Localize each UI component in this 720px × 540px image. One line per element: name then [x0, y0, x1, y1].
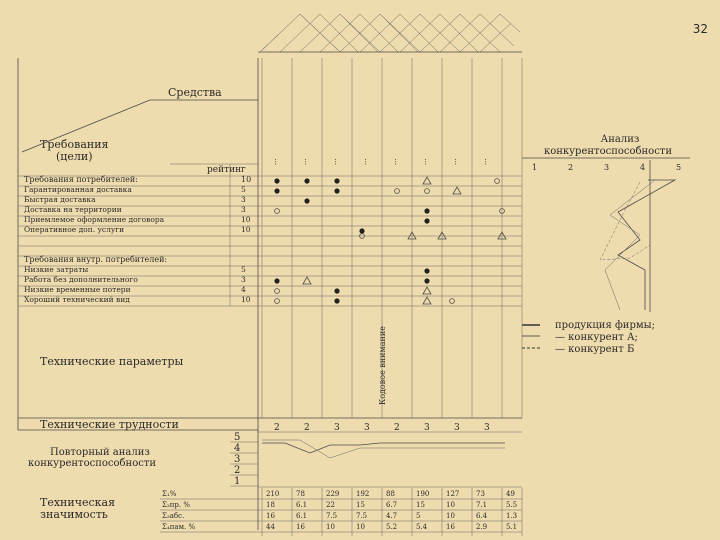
requirement-label: Оперативное доп. услуги	[24, 225, 125, 234]
requirement-rating: 10	[241, 225, 251, 234]
significance-value: 73	[476, 490, 485, 498]
difficulty-value: 3	[334, 423, 340, 433]
competitiveness-analysis	[522, 134, 690, 312]
competitiveness-scale-tick: 5	[676, 163, 682, 172]
repeat-scale-tick: 4	[234, 443, 241, 454]
competitiveness-scale-tick: 4	[640, 163, 646, 172]
significance-value: 192	[356, 490, 370, 498]
competitiveness-scale-tick: 2	[568, 163, 574, 172]
strong-relation-symbol	[274, 188, 279, 193]
significance-value: 18	[266, 501, 275, 509]
strong-relation-symbol	[304, 178, 309, 183]
strong-relation-symbol	[424, 208, 429, 213]
technical-difficulties-label: Технические трудности	[40, 418, 179, 431]
strong-relation-symbol	[334, 188, 339, 193]
legend-competitor-a: — конкурент А;	[555, 332, 638, 343]
significance-value: 78	[296, 490, 305, 498]
strong-relation-symbol	[424, 278, 429, 283]
medium-relation-symbol	[425, 189, 430, 194]
significance-value: 49	[506, 490, 515, 498]
rating-header: рейтинг	[207, 165, 246, 175]
requirement-rating: 10	[241, 295, 251, 304]
significance-value: 44	[266, 523, 275, 531]
vertical-note: Кодовое внимание	[378, 326, 387, 405]
weak-relation-symbol	[303, 277, 311, 284]
significance-value: 5.2	[386, 523, 398, 531]
significance-value: 190	[416, 490, 430, 498]
difficulty-value: 2	[274, 423, 280, 433]
significance-value: 2.9	[476, 523, 488, 531]
correlation-roof	[258, 14, 522, 52]
significance-row-label: Σ₂пр. %	[162, 501, 191, 509]
column-header: ...	[300, 158, 308, 165]
consumer-requirements-header: Требования потребителей:	[24, 175, 138, 184]
technical-significance-1: Техническая	[40, 496, 116, 509]
weak-relation-symbol	[423, 287, 431, 294]
significance-value: 6.1	[296, 501, 308, 509]
weak-relation-symbol	[423, 177, 431, 184]
column-header: ...	[270, 158, 278, 165]
strong-relation-symbol	[334, 298, 339, 303]
significance-value: 1.3	[506, 512, 518, 520]
difficulty-values	[274, 423, 490, 433]
strong-relation-symbol	[274, 278, 279, 283]
medium-relation-symbol	[395, 189, 400, 194]
requirement-rating: 3	[241, 205, 246, 214]
legend-competitor-b: — конкурент Б	[555, 344, 635, 355]
firm-profile-line	[618, 180, 675, 310]
column-header: ...	[330, 158, 338, 165]
significance-value: 7.5	[326, 512, 338, 520]
significance-value: 22	[326, 501, 335, 509]
requirement-label: Низкие затраты	[24, 265, 89, 274]
repeat-scale-tick: 3	[234, 454, 241, 465]
medium-relation-symbol	[275, 209, 280, 214]
requirement-label: Быстрая доставка	[24, 195, 96, 204]
medium-relation-symbol	[275, 299, 280, 304]
competitor-a-line	[605, 180, 655, 310]
strong-relation-symbol	[304, 198, 309, 203]
difficulty-value: 3	[454, 423, 460, 433]
difficulty-value: 3	[364, 423, 370, 433]
requirement-rating: 5	[241, 185, 246, 194]
repeat-scale-tick: 1	[234, 476, 241, 487]
column-header: ...	[480, 158, 488, 165]
significance-value: 210	[266, 490, 280, 498]
significance-value: 16	[446, 523, 455, 531]
requirement-label: Доставка на территории	[24, 205, 122, 214]
requirement-rating: 3	[241, 275, 246, 284]
significance-value: 5.5	[506, 501, 518, 509]
significance-value: 16	[296, 523, 305, 531]
significance-value: 10	[326, 523, 335, 531]
requirement-label: Приемлемое оформление договора	[24, 215, 165, 224]
medium-relation-symbol	[450, 299, 455, 304]
requirement-rating: 3	[241, 195, 246, 204]
repeat-scale-tick: 5	[234, 432, 241, 443]
strong-relation-symbol	[334, 288, 339, 293]
requirement-label: Низкие временные потери	[24, 285, 131, 294]
requirement-label: Хороший технический вид	[24, 295, 130, 304]
significance-value: 10	[446, 512, 455, 520]
significance-value: 6.7	[386, 501, 398, 509]
requirement-label: Гарантированная доставка	[24, 185, 132, 194]
medium-relation-symbol	[275, 289, 280, 294]
technical-significance-2: значимость	[40, 508, 108, 521]
significance-value: 10	[446, 501, 455, 509]
requirement-rating: 4	[241, 285, 246, 294]
difficulty-value: 2	[394, 423, 400, 433]
page-number: 32	[692, 22, 708, 36]
competitiveness-scale-tick: 1	[532, 163, 538, 172]
significance-value: 15	[416, 501, 425, 509]
column-header: ...	[390, 158, 398, 165]
significance-row-label: Σ₄пам. %	[162, 523, 196, 531]
significance-value: 16	[266, 512, 275, 520]
repeat-analysis-title-2: конкурентоспособности	[28, 458, 157, 469]
internal-requirements	[24, 265, 251, 304]
significance-value: 4.7	[386, 512, 398, 520]
significance-row-label: Σ₃абс.	[162, 512, 185, 520]
difficulty-value: 3	[484, 423, 490, 433]
difficulty-value: 3	[424, 423, 430, 433]
weak-relation-symbol	[423, 297, 431, 304]
column-headers	[270, 158, 488, 165]
requirement-rating: 10	[241, 215, 251, 224]
goals-label: (цели)	[56, 150, 93, 163]
strong-relation-symbol	[274, 178, 279, 183]
requirement-label: Работа без дополнительного	[24, 275, 138, 284]
legend	[522, 320, 655, 355]
significance-value: 6.4	[476, 512, 488, 520]
medium-relation-symbol	[495, 179, 500, 184]
weak-relation-symbol	[453, 187, 461, 194]
column-header: ...	[420, 158, 428, 165]
difficulty-value: 2	[304, 423, 310, 433]
legend-firm: продукция фирмы;	[555, 320, 655, 331]
significance-value: 229	[326, 490, 340, 498]
means-label: Средства	[168, 86, 222, 99]
column-header: ...	[360, 158, 368, 165]
significance-row-label: Σ₁%	[162, 490, 177, 498]
strong-relation-symbol	[424, 268, 429, 273]
significance-value: 127	[446, 490, 460, 498]
column-header: ...	[450, 158, 458, 165]
significance-value: 6.1	[296, 512, 308, 520]
significance-value: 7.5	[356, 512, 368, 520]
competitiveness-title-1: Анализ	[600, 134, 640, 145]
consumer-requirements	[24, 185, 251, 234]
significance-value: 88	[386, 490, 395, 498]
significance-value: 15	[356, 501, 365, 509]
significance-value: 5.1	[506, 523, 518, 531]
consumer-first-rating: 10	[241, 175, 252, 184]
internal-requirements-header: Требования внутр. потребителей:	[24, 255, 168, 264]
significance-table	[160, 488, 522, 536]
significance-value: 5.4	[416, 523, 428, 531]
competitiveness-scale-tick: 3	[604, 163, 610, 172]
strong-relation-symbol	[424, 218, 429, 223]
strong-relation-symbol	[334, 178, 339, 183]
significance-value: 10	[356, 523, 365, 531]
significance-value: 7.1	[476, 501, 488, 509]
repeat-scale-tick: 2	[234, 465, 241, 476]
competitiveness-title-2: конкурентоспособности	[543, 146, 673, 157]
significance-value: 5	[416, 512, 421, 520]
requirement-rating: 5	[241, 265, 246, 274]
requirements-label: Требования	[40, 138, 109, 151]
strong-relation-symbol	[359, 228, 364, 233]
repeat-analysis-title-1: Повторный анализ	[50, 447, 150, 458]
technical-parameters-label: Технические параметры	[40, 355, 184, 368]
